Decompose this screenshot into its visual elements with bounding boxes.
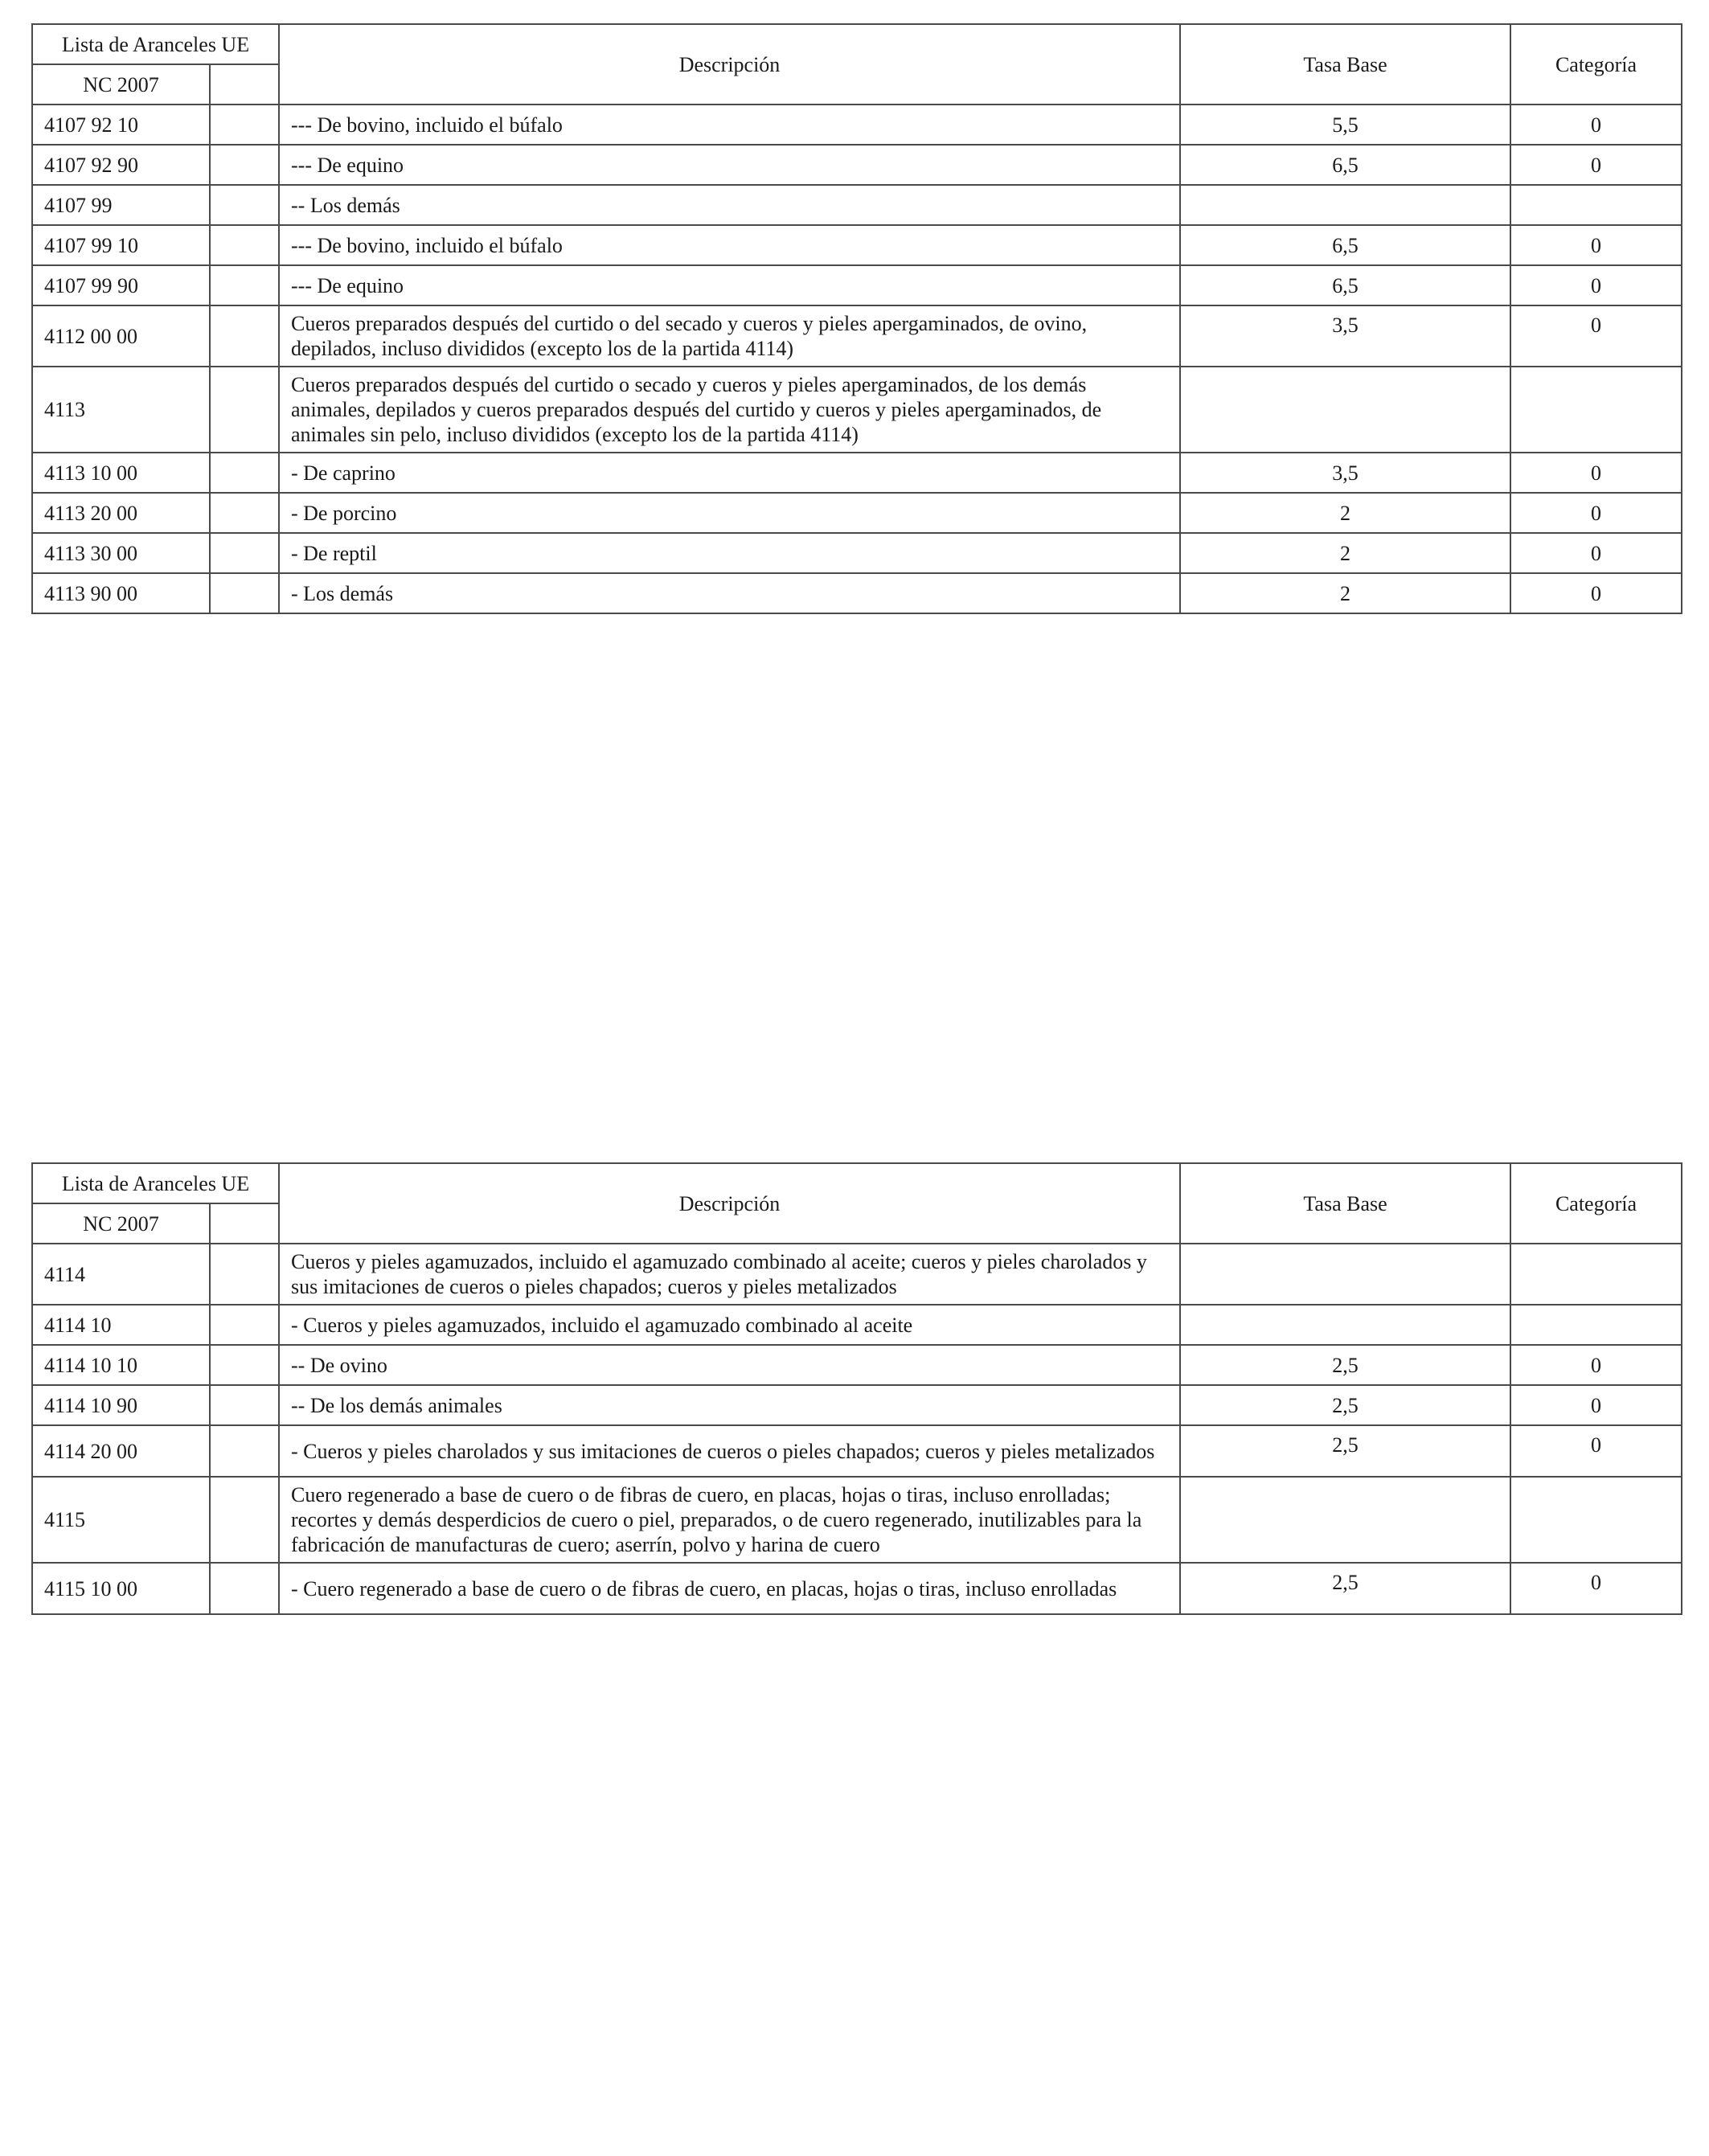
- tariff-table-1: [31, 23, 1682, 614]
- description-cell: -- Los demás: [279, 185, 1180, 225]
- base-rate-cell: [1180, 185, 1510, 225]
- description-cell: Cueros y pieles agamuzados, incluido el agamuzado combinado al aceite; cueros y pieles charolados y sus imitaciones de cueros o pieles chapados; cueros y pieles metalizados: [279, 1244, 1180, 1305]
- nc-code-cell: 4107 99 90: [32, 265, 210, 305]
- base-rate-cell: [1180, 367, 1510, 453]
- base-rate-cell: 2: [1180, 493, 1510, 533]
- nc-code-cell: 4107 99 10: [32, 225, 210, 265]
- header-nc-2007: NC 2007: [32, 64, 210, 105]
- description-cell: - De caprino: [279, 453, 1180, 493]
- table-row: [32, 1244, 1682, 1305]
- table-row: [32, 1385, 1682, 1425]
- table-row: [32, 533, 1682, 573]
- description-cell: --- De equino: [279, 145, 1180, 185]
- description-cell: - De reptil: [279, 533, 1180, 573]
- description-cell: Cueros preparados después del curtido o del secado y cueros y pieles apergaminados, de ovino, depilados, incluso divididos (excepto los de la partida 4114): [279, 305, 1180, 367]
- table-row: [32, 367, 1682, 453]
- nc-code-cell: 4113 10 00: [32, 453, 210, 493]
- base-rate-cell: 6,5: [1180, 145, 1510, 185]
- blank-cell: [210, 1563, 279, 1614]
- blank-cell: [210, 1385, 279, 1425]
- description-cell: -- De ovino: [279, 1345, 1180, 1385]
- blank-cell: [210, 145, 279, 185]
- nc-code-cell: 4107 92 90: [32, 145, 210, 185]
- base-rate-cell: [1180, 1477, 1510, 1563]
- base-rate-cell: 3,5: [1180, 305, 1510, 367]
- category-cell: 0: [1510, 305, 1682, 367]
- blank-cell: [210, 1425, 279, 1477]
- base-rate-cell: 6,5: [1180, 265, 1510, 305]
- blank-cell: [210, 367, 279, 453]
- category-cell: [1510, 1305, 1682, 1345]
- description-cell: - De porcino: [279, 493, 1180, 533]
- base-rate-cell: 2,5: [1180, 1563, 1510, 1614]
- category-cell: 0: [1510, 573, 1682, 613]
- nc-code-cell: 4115 10 00: [32, 1563, 210, 1614]
- blank-cell: [210, 305, 279, 367]
- description-cell: Cueros preparados después del curtido o secado y cueros y pieles apergaminados, de los demás animales, depilados y cueros preparados después del curtido y cueros y pieles apergaminados, de animales sin pelo, incluso divididos (excepto los de la partida 4114): [279, 367, 1180, 453]
- table-row: [32, 573, 1682, 613]
- blank-cell: [210, 573, 279, 613]
- category-cell: 0: [1510, 533, 1682, 573]
- description-cell: - Cuero regenerado a base de cuero o de fibras de cuero, en placas, hojas o tiras, incluso enrolladas: [279, 1563, 1180, 1614]
- header-description: Descripción: [279, 24, 1180, 105]
- base-rate-cell: 5,5: [1180, 105, 1510, 145]
- description-cell: -- De los demás animales: [279, 1385, 1180, 1425]
- nc-code-cell: 4114: [32, 1244, 210, 1305]
- category-cell: [1510, 367, 1682, 453]
- category-cell: 0: [1510, 265, 1682, 305]
- category-cell: 0: [1510, 105, 1682, 145]
- nc-code-cell: 4113 20 00: [32, 493, 210, 533]
- nc-code-cell: 4114 20 00: [32, 1425, 210, 1477]
- nc-code-cell: 4107 92 10: [32, 105, 210, 145]
- category-cell: 0: [1510, 1425, 1682, 1477]
- table-row: [32, 1425, 1682, 1477]
- description-cell: --- De bovino, incluido el búfalo: [279, 105, 1180, 145]
- description-cell: - Los demás: [279, 573, 1180, 613]
- header-base-rate: Tasa Base: [1180, 1163, 1510, 1244]
- header-blank-cell: [210, 1203, 279, 1244]
- blank-cell: [210, 1305, 279, 1345]
- base-rate-cell: 2,5: [1180, 1385, 1510, 1425]
- header-blank-cell: [210, 64, 279, 105]
- category-cell: 0: [1510, 1345, 1682, 1385]
- nc-code-cell: 4112 00 00: [32, 305, 210, 367]
- nc-code-cell: 4114 10 90: [32, 1385, 210, 1425]
- category-cell: [1510, 1477, 1682, 1563]
- table-row: [32, 1563, 1682, 1614]
- base-rate-cell: [1180, 1244, 1510, 1305]
- blank-cell: [210, 185, 279, 225]
- blank-cell: [210, 225, 279, 265]
- nc-code-cell: 4115: [32, 1477, 210, 1563]
- table-row: [32, 105, 1682, 145]
- blank-cell: [210, 493, 279, 533]
- nc-code-cell: 4113 30 00: [32, 533, 210, 573]
- table-row: [32, 1305, 1682, 1345]
- base-rate-cell: 2: [1180, 533, 1510, 573]
- category-cell: 0: [1510, 1563, 1682, 1614]
- header-nc-2007: NC 2007: [32, 1203, 210, 1244]
- table-row: [32, 185, 1682, 225]
- category-cell: 0: [1510, 453, 1682, 493]
- base-rate-cell: 6,5: [1180, 225, 1510, 265]
- table-row: [32, 225, 1682, 265]
- blank-cell: [210, 533, 279, 573]
- table-row: [32, 493, 1682, 533]
- category-cell: [1510, 1244, 1682, 1305]
- nc-code-cell: 4114 10: [32, 1305, 210, 1345]
- table-row: [32, 305, 1682, 367]
- blank-cell: [210, 265, 279, 305]
- base-rate-cell: [1180, 1305, 1510, 1345]
- header-tariff-list: Lista de Aranceles UE: [32, 1163, 279, 1203]
- table-row: [32, 145, 1682, 185]
- category-cell: 0: [1510, 145, 1682, 185]
- nc-code-cell: 4114 10 10: [32, 1345, 210, 1385]
- header-category: Categoría: [1510, 1163, 1682, 1244]
- nc-code-cell: 4113 90 00: [32, 573, 210, 613]
- description-cell: - Cueros y pieles agamuzados, incluido el agamuzado combinado al aceite: [279, 1305, 1180, 1345]
- blank-cell: [210, 1244, 279, 1305]
- header-base-rate: Tasa Base: [1180, 24, 1510, 105]
- tariff-table-2: [31, 1162, 1682, 1615]
- description-cell: - Cueros y pieles charolados y sus imitaciones de cueros o pieles chapados; cueros y pieles metalizados: [279, 1425, 1180, 1477]
- description-cell: Cuero regenerado a base de cuero o de fibras de cuero, en placas, hojas o tiras, incluso enrolladas; recortes y demás desperdicios de cuero o piel, preparados, o de cuero regenerado, inutilizables para la fabricación de manufacturas de cuero; aserrín, polvo y harina de cuero: [279, 1477, 1180, 1563]
- blank-cell: [210, 1345, 279, 1385]
- base-rate-cell: 3,5: [1180, 453, 1510, 493]
- base-rate-cell: 2,5: [1180, 1425, 1510, 1477]
- category-cell: 0: [1510, 1385, 1682, 1425]
- category-cell: 0: [1510, 225, 1682, 265]
- description-cell: --- De equino: [279, 265, 1180, 305]
- header-category: Categoría: [1510, 24, 1682, 105]
- category-cell: [1510, 185, 1682, 225]
- base-rate-cell: 2,5: [1180, 1345, 1510, 1385]
- table-row: [32, 265, 1682, 305]
- description-cell: --- De bovino, incluido el búfalo: [279, 225, 1180, 265]
- header-description: Descripción: [279, 1163, 1180, 1244]
- base-rate-cell: 2: [1180, 573, 1510, 613]
- table-row: [32, 453, 1682, 493]
- nc-code-cell: 4107 99: [32, 185, 210, 225]
- blank-cell: [210, 453, 279, 493]
- table-row: [32, 1477, 1682, 1563]
- blank-cell: [210, 105, 279, 145]
- blank-cell: [210, 1477, 279, 1563]
- nc-code-cell: 4113: [32, 367, 210, 453]
- table-row: [32, 1345, 1682, 1385]
- header-tariff-list: Lista de Aranceles UE: [32, 24, 279, 64]
- category-cell: 0: [1510, 493, 1682, 533]
